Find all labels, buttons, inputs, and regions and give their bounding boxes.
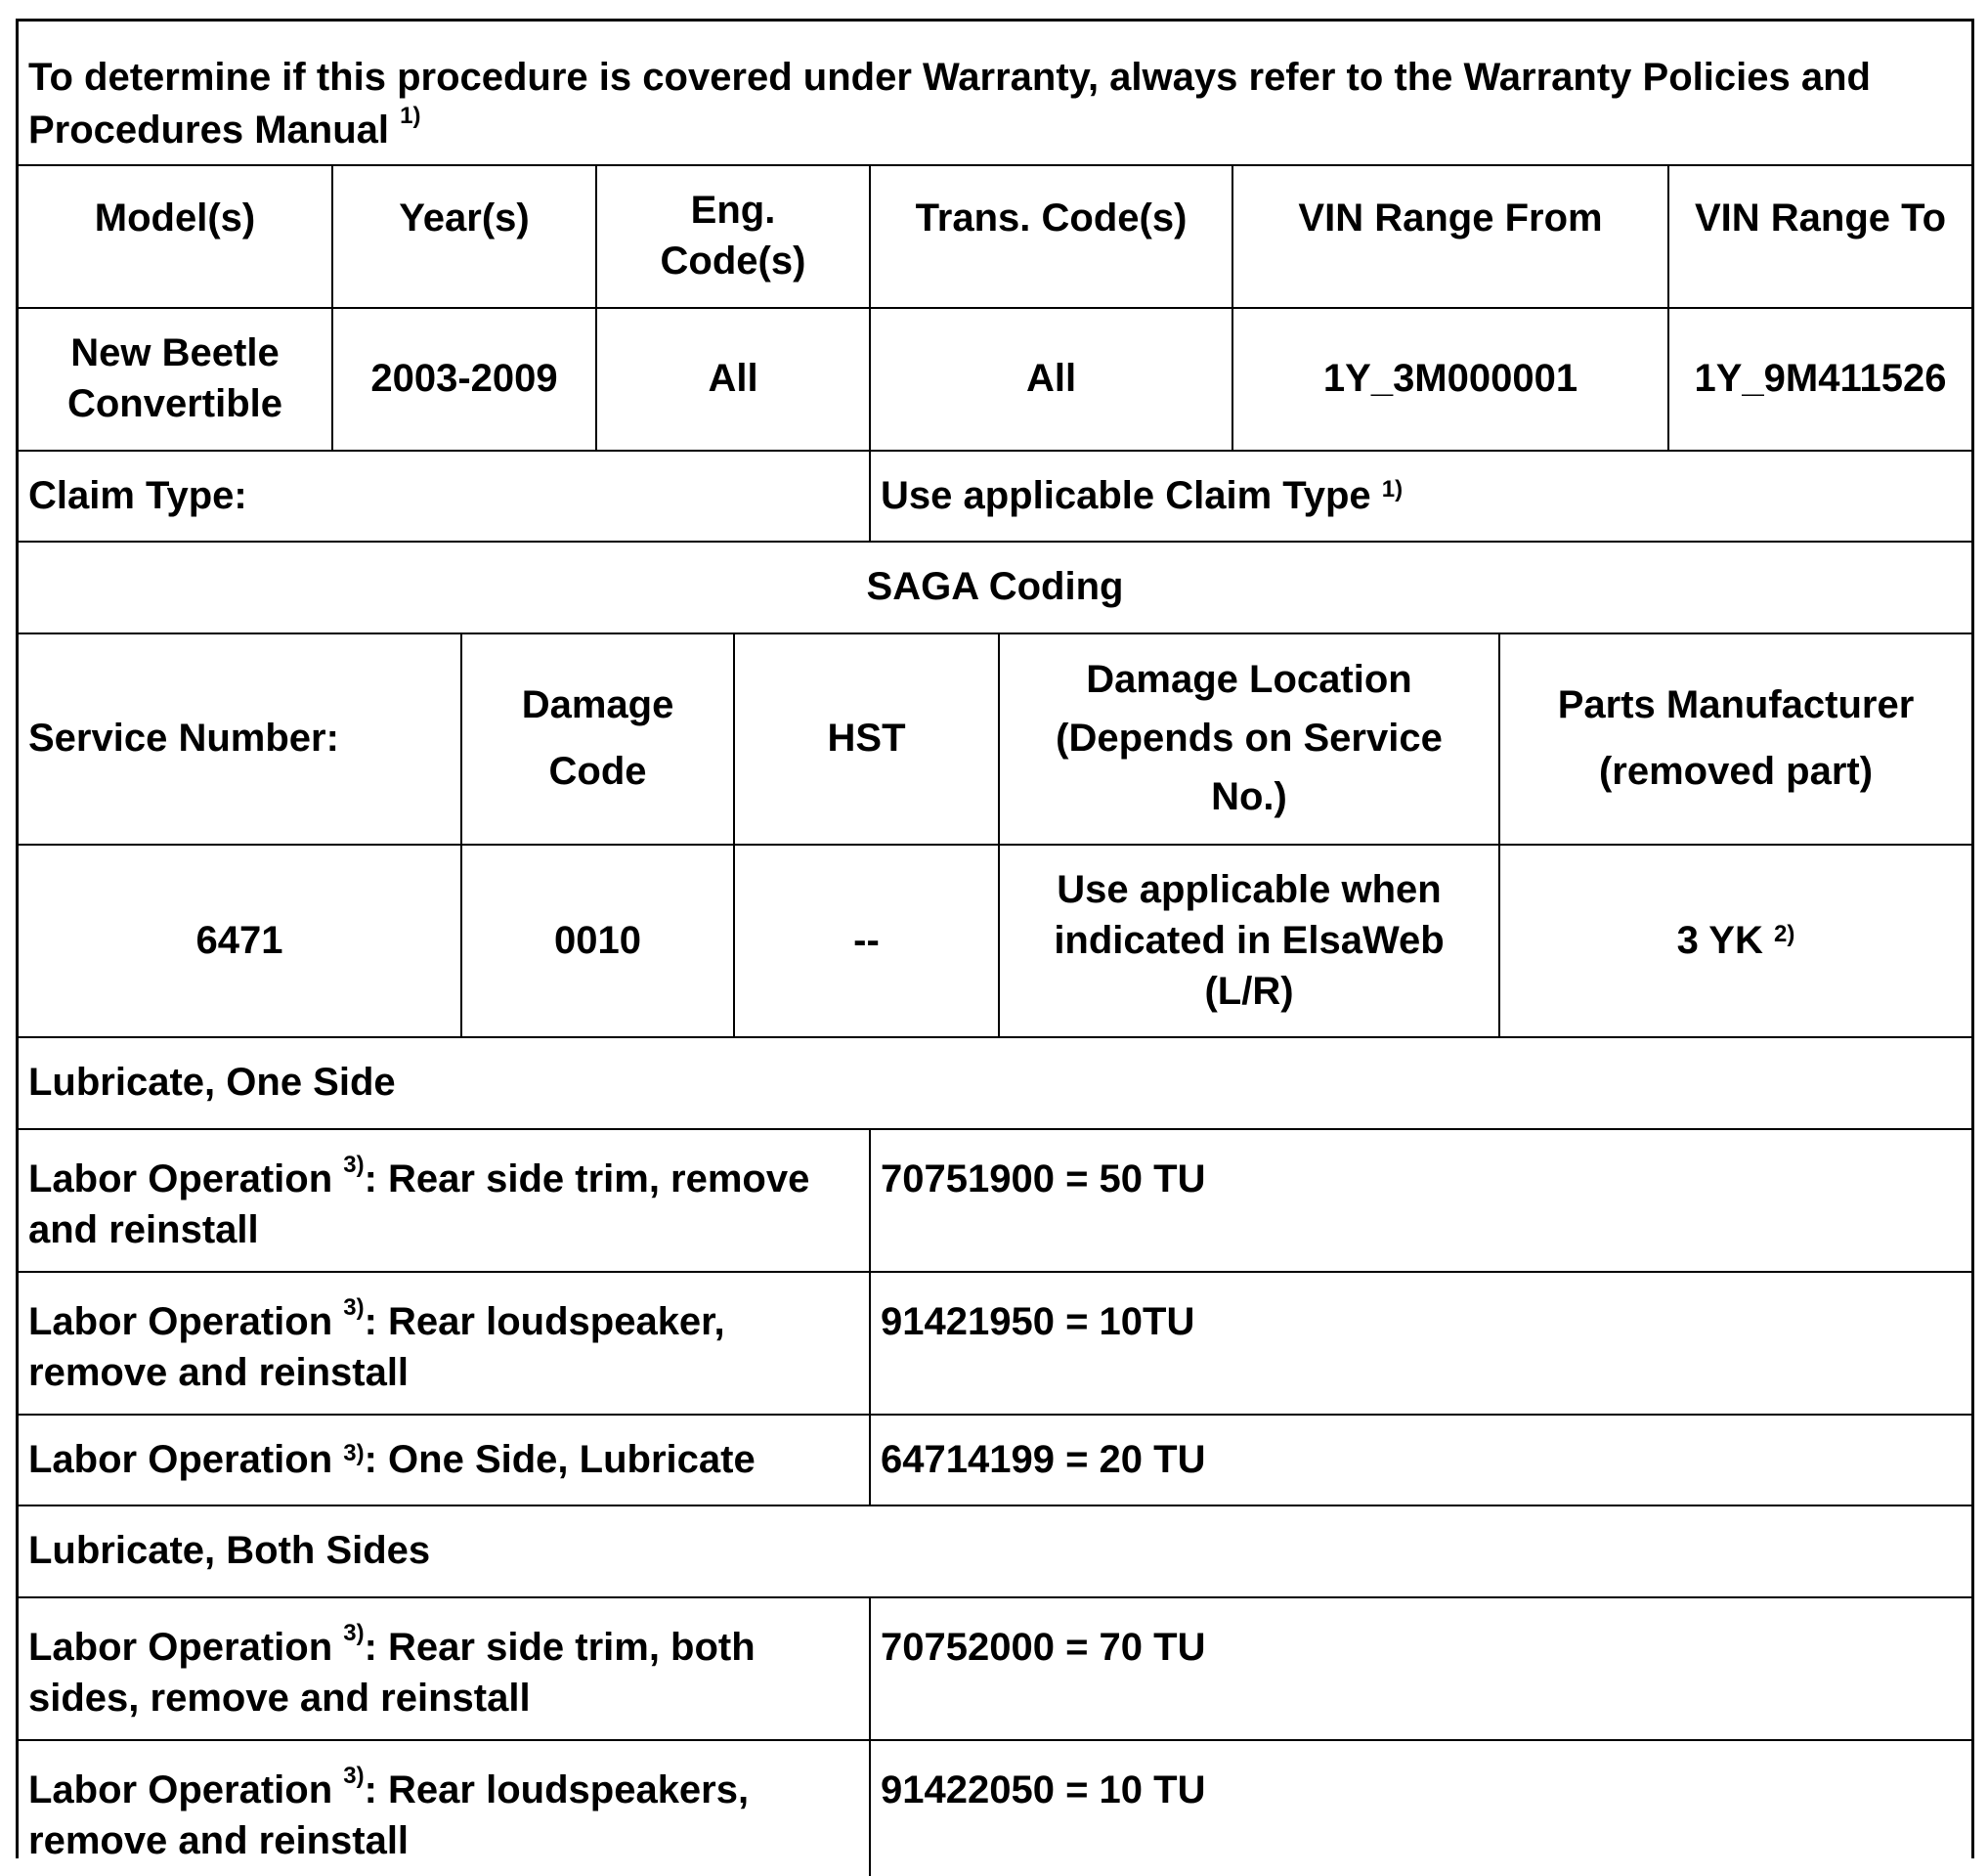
footnote-marker: 3) bbox=[343, 1762, 365, 1789]
labor-operation-value: 91421950 = 10TU bbox=[869, 1271, 1971, 1414]
service-number-value: 6471 bbox=[195, 918, 283, 962]
labor-operation-label: Labor Operation bbox=[28, 1157, 333, 1200]
labor-operation-text: : Rear side trim, remove and reinstall bbox=[28, 1157, 810, 1251]
labor-operation-value: 64714199 = 20 TU bbox=[869, 1414, 1971, 1505]
saga-value-row bbox=[19, 844, 1971, 1038]
labor-operation-text: : Rear side trim, both sides, remove and reinstall bbox=[28, 1626, 756, 1720]
header-eng-codes: Eng. Code(s) bbox=[595, 164, 869, 307]
years-value: 2003-2009 bbox=[331, 307, 595, 450]
vehicle-header-row bbox=[19, 164, 1971, 309]
parts-manufacturer-header: Parts Manufacturer (removed part) bbox=[1498, 633, 1971, 844]
vin-to-value: 1Y_9M411526 bbox=[1667, 307, 1971, 450]
damage-location-header: Damage Location (Depends on Service No.) bbox=[998, 633, 1498, 844]
header-years: Year(s) bbox=[331, 164, 595, 307]
parts-manufacturer-text: 3 YK bbox=[1676, 918, 1763, 962]
saga-coding-title: SAGA Coding bbox=[866, 565, 1124, 608]
warranty-notice bbox=[19, 22, 1971, 164]
warranty-table bbox=[16, 19, 1974, 1862]
warranty-notice-text: To determine if this procedure is covered under Warranty, always refer to the Warranty Policies and Procedures Manual bbox=[28, 56, 1871, 152]
labor-operation-row bbox=[19, 1414, 1971, 1506]
claim-type-row bbox=[19, 450, 1971, 543]
footnote-marker: 3) bbox=[343, 1151, 365, 1178]
labor-operation-text: : Rear loudspeaker, remove and reinstall bbox=[28, 1300, 725, 1394]
footnote-marker: 3) bbox=[343, 1293, 365, 1321]
labor-operation-desc: Labor Operation $^{3)}$ : One Side, Lubricate bbox=[19, 1414, 869, 1505]
labor-operation-row bbox=[19, 1271, 1971, 1416]
header-vin-from: VIN Range From bbox=[1232, 164, 1667, 307]
section-title-row bbox=[19, 1036, 1971, 1130]
section-title-both-sides: Lubricate, Both Sides bbox=[28, 1529, 431, 1572]
trans-codes-value: All bbox=[869, 307, 1232, 450]
labor-operation-text: : Rear loudspeakers, remove and reinstall bbox=[28, 1768, 750, 1862]
labor-operation-value: 91422050 = 10 TU bbox=[869, 1739, 1971, 1876]
footnote-marker: 3) bbox=[343, 1619, 365, 1646]
labor-operation-label: Labor Operation bbox=[28, 1626, 333, 1669]
claim-type-label: Claim Type: bbox=[28, 473, 247, 517]
labor-operation-value: 70752000 = 70 TU bbox=[869, 1596, 1971, 1739]
labor-operation-desc bbox=[19, 1271, 869, 1414]
hst-header: HST bbox=[733, 633, 998, 844]
service-number-label: Service Number: bbox=[28, 717, 339, 760]
labor-operation-text: : One Side, Lubricate bbox=[364, 1437, 756, 1481]
eng-codes-value: All bbox=[595, 307, 869, 450]
claim-type-text: Use applicable Claim Type bbox=[881, 473, 1371, 517]
parts-manufacturer-value: 3 YK $^{2)}$ bbox=[1498, 844, 1971, 1036]
header-vin-to: VIN Range To bbox=[1667, 164, 1971, 307]
labor-operation-label: Labor Operation bbox=[28, 1300, 333, 1343]
footnote-marker: 1) bbox=[400, 102, 421, 129]
section-title-row bbox=[19, 1505, 1971, 1598]
claim-type-value: Use applicable Claim Type $^{1)}$ bbox=[869, 450, 1971, 541]
model-value: New Beetle Convertible bbox=[66, 331, 283, 425]
labor-operation-label: Labor Operation bbox=[28, 1437, 333, 1481]
labor-operation-row bbox=[19, 1128, 1971, 1273]
damage-location-value: Use applicable when indicated in ElsaWeb (L/R) bbox=[998, 844, 1498, 1036]
vehicle-value-row bbox=[19, 307, 1971, 452]
damage-code-value: 0010 bbox=[460, 844, 733, 1036]
header-models: Model(s) bbox=[94, 196, 256, 240]
labor-operation-row bbox=[19, 1739, 1971, 1876]
saga-title-row bbox=[19, 541, 1971, 634]
section-title-one-side: Lubricate, One Side bbox=[28, 1061, 396, 1104]
labor-operation-label: Labor Operation bbox=[28, 1768, 333, 1811]
saga-header-row bbox=[19, 633, 1971, 846]
header-trans-codes: Trans. Code(s) bbox=[869, 164, 1232, 307]
vin-from-value: 1Y_3M000001 bbox=[1232, 307, 1667, 450]
labor-operation-desc bbox=[19, 1128, 869, 1271]
damage-code-header: Damage Code bbox=[460, 633, 733, 844]
labor-operation-desc bbox=[19, 1739, 869, 1876]
labor-operation-value: 70751900 = 50 TU bbox=[869, 1128, 1971, 1271]
warranty-notice-row bbox=[19, 22, 1971, 166]
labor-operation-row bbox=[19, 1596, 1971, 1741]
hst-value: -- bbox=[733, 844, 998, 1036]
labor-operation-desc bbox=[19, 1596, 869, 1739]
